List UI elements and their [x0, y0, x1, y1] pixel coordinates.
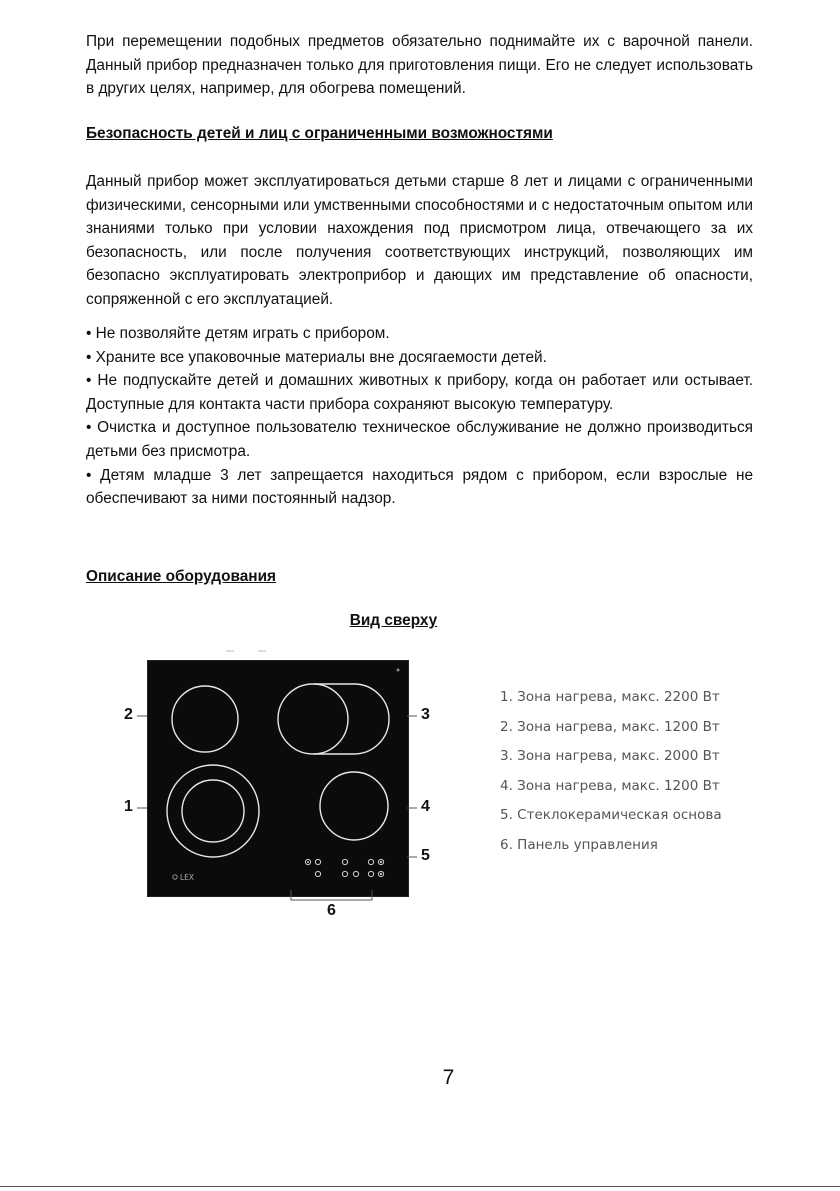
legend-item: 1. Зона нагрева, макс. 2200 Вт [500, 689, 720, 705]
equipment-heading: Описание оборудования [86, 568, 277, 585]
callout-4: 4 [421, 798, 430, 815]
top-view-heading: Вид сверху [349, 612, 438, 629]
page-bottom-rule [0, 1186, 840, 1187]
callout-1: 1 [124, 798, 133, 815]
page-number: 7 [442, 1066, 455, 1089]
safety-bullet: • Детям младше 3 лет запрещается находиться рядом с прибором, если взрослые не обеспечивают за ними постоянный надзор. [86, 466, 753, 508]
brand-logo: LEX [180, 873, 195, 882]
legend-item: 2. Зона нагрева, макс. 1200 Вт [500, 718, 720, 735]
safety-bullet: • Не позволяйте детям играть с прибором. [86, 325, 390, 342]
legend-item: 3. Зона нагрева, макс. 2000 Вт [500, 748, 720, 765]
legend-item: 5. Стеклокерамическая основа [500, 807, 722, 824]
legend-item: 6. Панель управления [500, 836, 658, 853]
safety-bullet: • Храните все упаковочные материалы вне досягаемости детей. [86, 348, 547, 366]
safety-heading: Безопасность детей и лиц с ограниченными возможностями [86, 125, 553, 142]
callout-6: 6 [327, 902, 336, 919]
safety-bullet: • Не подпускайте детей и домашних животных к прибору, когда он работает или остывает. Доступные для контакта части прибора сохраняют высокую температуру. [86, 372, 753, 413]
component-legend [500, 683, 722, 861]
callout-2: 2 [124, 706, 133, 723]
legend-item: 4. Зона нагрева, макс. 1200 Вт [500, 777, 720, 794]
intro-paragraph: При перемещении подобных предметов обязательно поднимайте их с варочной панели. Данный прибор предназначен только для приготовления пищи. Его не следует использовать в других целях, например, для обогрева помещений. [86, 33, 753, 98]
safety-bullet: • Очистка и доступное пользователю техническое обслуживание не должно производиться детьми без присмотра. [86, 419, 753, 460]
callout-3: 3 [421, 706, 430, 723]
safety-paragraph: Данный прибор может эксплуатироваться детьми старше 8 лет и лицами с ограниченными физическими, сенсорными или умственными способностями и с недостаточным опытом или знаниями только при условии нахождения под присмотром лица, отвечающего за их безопасность, или после получения соответствующих инструкций, позволяющих им безопасно эксплуатировать электроприбор и дающих им представление об опасности, сопряженной с его эксплуатацией. [86, 173, 753, 308]
callout-5: 5 [421, 847, 430, 864]
